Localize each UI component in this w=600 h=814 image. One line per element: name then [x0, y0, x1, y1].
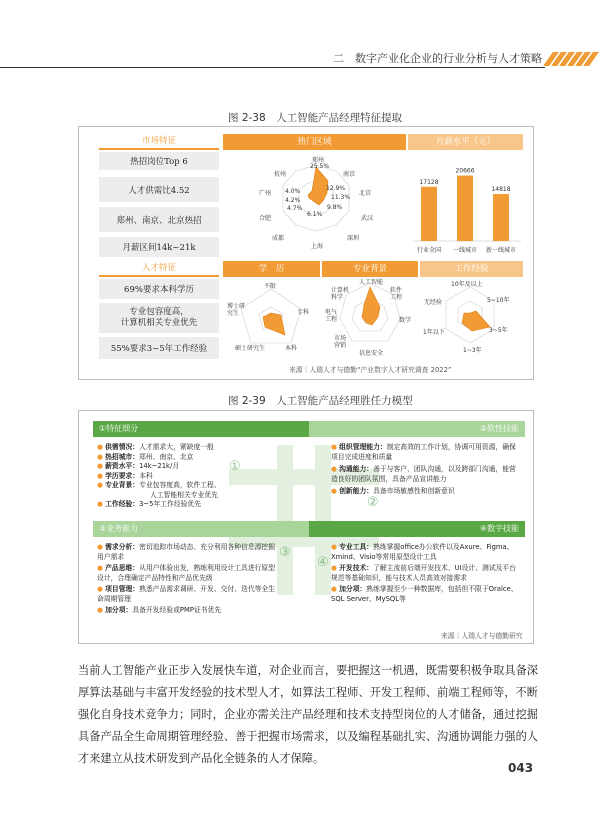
list-item: ● 产品思维：从用户体验出发，熟练利用设计工具进行原型设计，合理确定产品特性和产品优先级	[97, 564, 276, 582]
header-rule	[0, 67, 545, 68]
major-label: 软件工程	[390, 287, 403, 301]
market-header: 市场特征	[99, 134, 219, 150]
list-item: ● 加分项：具备开发经验或PMP证书优先	[97, 606, 222, 614]
talent-row: 55%要求3~5年工作经验	[99, 337, 219, 359]
salary-header: 月薪水平（元）	[408, 134, 523, 150]
exp-label: 1年以下	[423, 329, 445, 336]
salary-value-label: 20666	[455, 167, 475, 175]
body-paragraph: 当前人工智能产业正步入发展快车道，对企业而言，要把握这一机遇，既需要积极争取具备深厚算法基础与丰富开发经验的技术型人才，如算法工程师、开发工程师、前端工程师等，不断强化自身技术竞争力；同时，企业亦需关注产品经理和技术支持型岗位的人才储备，通过挖掘具备产品全生命周期管理经验、善于把握市场需求，以及编程基础扎实、沟通协调能力强的人才来建立从技术研发到产品化全链条的人才保障。	[78, 664, 538, 765]
exp-label: 3~5年	[489, 327, 508, 334]
figure-source: 来源｜人瑞人才与德勤“产业数字人才研究调查 2022”	[289, 366, 452, 374]
q1-title-bar	[93, 421, 309, 437]
radar-value: 25.5%	[310, 163, 330, 170]
radar-city-label: 武汉	[361, 215, 374, 222]
exp-label: 5~10年	[487, 297, 510, 304]
list-item: ● 专业背景：专业包容度高，软件工程、	[97, 481, 221, 489]
q1-list	[97, 443, 297, 510]
talent-header: 人才特征	[99, 261, 219, 277]
q4-list	[331, 543, 521, 604]
major-label: 计算机科学	[331, 287, 350, 301]
radar-city-label: 郑州	[312, 157, 325, 164]
major-label: 电气工程	[325, 309, 338, 323]
figure-38-panel	[78, 126, 534, 380]
exp-label: 无经验	[424, 299, 443, 306]
quadrant-number: ④	[317, 555, 329, 570]
running-header: 二 数字产业化企业的行业分析与人才策略	[333, 52, 542, 65]
edu-label: 不限	[264, 283, 277, 290]
radar-city-label: 广州	[259, 190, 272, 197]
salary-category-label: 行业全国	[416, 247, 442, 254]
radar-area	[308, 167, 328, 205]
list-item: ● 供需情况：人才需求大，紧缺度一般	[97, 443, 214, 451]
salary-value-label: 14818	[491, 186, 511, 194]
radar-area	[362, 287, 380, 325]
q2-list	[331, 443, 521, 497]
talent-row: 专业包容度高， 计算机相关专业优先	[99, 303, 219, 333]
figure-source: 来源｜人瑞人才与德勤研究	[441, 632, 523, 640]
radar-value: 4.0%	[285, 188, 301, 195]
salary-bar-chart	[409, 153, 525, 258]
figure-title: 图 2-38 人工智能产品经理特征提取	[228, 112, 403, 124]
q3-title: ③业务能力	[99, 524, 139, 533]
radar-city-label: 南京	[343, 171, 356, 178]
talent-row: 69%要求本科学历	[99, 279, 219, 299]
q2-title-bar	[309, 421, 525, 437]
major-header: 专业背景	[322, 261, 418, 277]
major-label: 市场营销	[334, 335, 347, 349]
radar-value: 6.1%	[307, 211, 323, 218]
list-item: ● 组织管理能力：制定高效的工作计划，协调可用资源，确保项目完成进度和质量	[331, 443, 516, 461]
q1-title: ①特征细分	[99, 424, 139, 433]
figure-title: 图 2-39 人工智能产品经理胜任力模型	[228, 395, 413, 407]
radar-value: 4.7%	[287, 205, 303, 212]
radar-value: 9.8%	[327, 204, 343, 211]
edu-label: 本科	[285, 345, 298, 352]
list-item: 人工智能相关专业优先	[150, 490, 218, 499]
list-item: ● 专业工具：熟练掌握office办公软件以及Axure、Figma、Xmind、Visio等常用原型设计工具	[331, 543, 514, 561]
figure-39-panel	[78, 410, 534, 644]
radar-city-label: 成都	[272, 235, 285, 242]
quadrant-number: ②	[367, 495, 379, 510]
hot-header: 热门区域	[223, 134, 406, 150]
radar-value: 4.2%	[285, 197, 301, 204]
radar-city-label: 上海	[311, 243, 324, 250]
q4-title-bar	[309, 521, 525, 537]
list-item: ● 学历要求：本科	[97, 471, 153, 480]
exp-header: 工作经验	[420, 261, 523, 277]
radar-city-label: 合肥	[259, 215, 272, 222]
major-label: 数学	[399, 317, 412, 324]
radar-value: 11.3%	[331, 194, 351, 201]
radar-city-label: 北京	[359, 190, 372, 197]
list-item: ● 热招城市：郑州、南京、北京	[97, 452, 194, 461]
salary-bar	[457, 176, 473, 241]
quadrant-number: ③	[279, 545, 291, 560]
salary-value-label: 17128	[419, 178, 439, 186]
salary-category-label: 一线城市	[452, 247, 478, 254]
quadrant-number: ①	[229, 459, 241, 474]
list-item: ● 工作经验：3~5年工作经验优先	[97, 500, 202, 508]
market-row: 人才供需比4.52	[99, 177, 219, 202]
radar-city-label: 深圳	[347, 235, 360, 242]
list-item: ● 开发技术：了解主流前后端开发技术、UI设计、测试及平台规范等基础知识，能与技术人员高效对接需求	[331, 564, 517, 582]
edu-header: 学 历	[223, 261, 320, 277]
exp-label: 10年及以上	[451, 281, 483, 288]
list-item: ● 创新能力：具备市场敏感性和创新意识	[331, 487, 455, 495]
q3-title-bar	[93, 521, 309, 537]
q2-title: ②软性技能	[479, 424, 519, 433]
market-row: 郑州、南京、北京热招	[99, 207, 219, 232]
market-row: 热招岗位Top 6	[99, 152, 219, 170]
major-label: 信息安全	[359, 350, 384, 357]
list-item: ● 薪资水平：14k~21k/月	[97, 462, 180, 470]
list-item: ● 加分项：熟练掌握至少一种数据库，包括但不限于Oralce、SQL Server、MySQL等	[331, 585, 518, 603]
q3-list	[97, 543, 279, 616]
edu-label: 硕士研究生	[235, 345, 266, 352]
q4-title: ④数字技能	[479, 524, 519, 533]
list-item: ● 沟通能力：善于与客户、团队沟通，以及跨部门沟通，能营造良好的团队氛围，具备产品宣讲能力	[331, 465, 516, 483]
page-number: 043	[508, 761, 534, 775]
major-label: 人工智能	[359, 279, 384, 286]
market-row: 月薪区间14k~21k	[99, 237, 219, 257]
radar-area	[263, 313, 285, 335]
edu-label: 专科	[297, 309, 310, 316]
salary-category-label: 新一线城市	[485, 247, 517, 254]
radar-area	[462, 311, 490, 331]
list-item: ● 项目管理：熟悉产品需求调研、开发、交付、迭代等全生命周期管理	[97, 585, 276, 603]
radar-city-label: 杭州	[274, 171, 287, 178]
radar-value: 12.9%	[326, 185, 346, 192]
edu-label: 博士研究生	[227, 303, 246, 317]
salary-bar	[493, 194, 509, 241]
list-item: ● 需求分析：密切追踪市场动态、充分利用各种信息源挖掘用户需求	[97, 543, 276, 561]
salary-bar	[421, 187, 437, 241]
exp-label: 1~3年	[463, 347, 482, 354]
